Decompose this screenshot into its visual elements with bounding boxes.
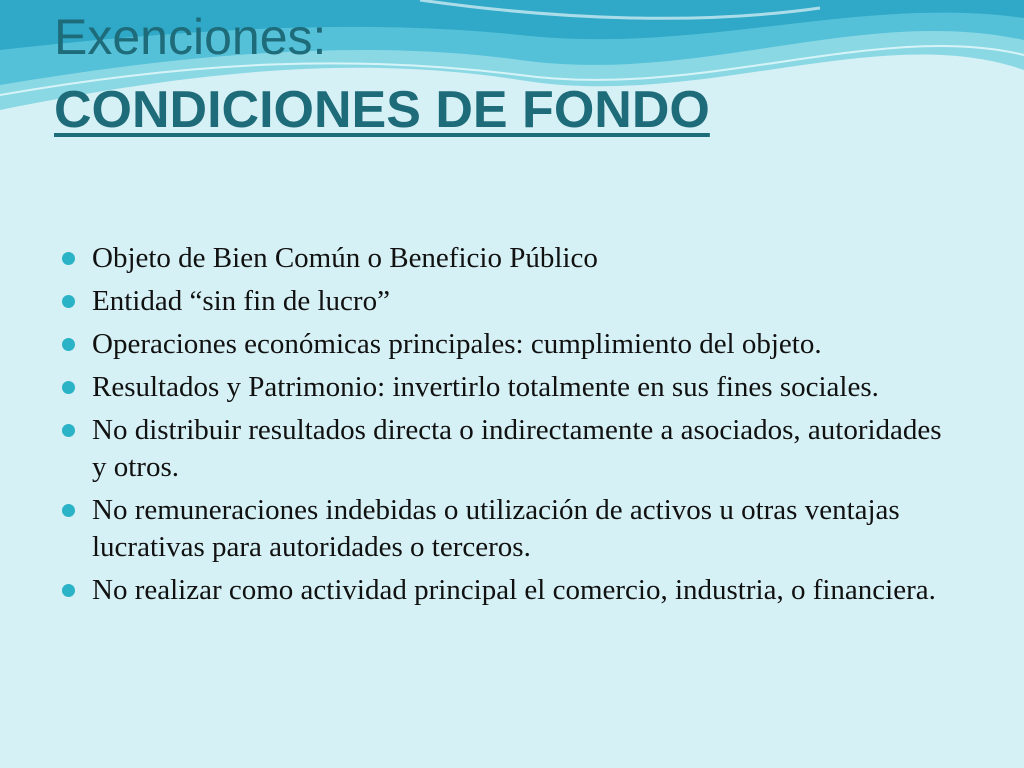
- bullet-icon: [62, 424, 75, 437]
- title-block: [54, 0, 994, 146]
- bullet-item: [62, 412, 962, 486]
- slide-title: Exenciones:: [54, 9, 327, 65]
- bullet-text: Objeto de Bien Común o Beneficio Público: [92, 242, 598, 274]
- bullet-icon: [62, 584, 75, 597]
- bullet-item: [62, 283, 962, 320]
- bullet-item: [62, 326, 962, 363]
- bullet-icon: [62, 252, 75, 265]
- bullet-list: [62, 240, 962, 615]
- bullet-icon: [62, 504, 75, 517]
- bullet-icon: [62, 381, 75, 394]
- bullet-text: No distribuir resultados directa o indirectamente a asociados, autoridades y otros.: [92, 414, 942, 483]
- bullet-text: No realizar como actividad principal el comercio, industria, o financiera.: [92, 574, 936, 606]
- bullet-text: Entidad “sin fin de lucro”: [92, 285, 390, 317]
- slide-subtitle: CONDICIONES DE FONDO: [54, 81, 710, 139]
- bullet-text: Operaciones económicas principales: cumplimiento del objeto.: [92, 328, 822, 360]
- bullet-icon: [62, 338, 75, 351]
- bullet-item: [62, 572, 962, 609]
- bullet-item: [62, 492, 962, 566]
- bullet-text: No remuneraciones indebidas o utilización de activos u otras ventajas lucrativas para autoridades o terceros.: [92, 494, 900, 563]
- bullet-item: [62, 240, 962, 277]
- bullet-item: [62, 369, 962, 406]
- bullet-text: Resultados y Patrimonio: invertirlo totalmente en sus fines sociales.: [92, 371, 879, 403]
- bullet-icon: [62, 295, 75, 308]
